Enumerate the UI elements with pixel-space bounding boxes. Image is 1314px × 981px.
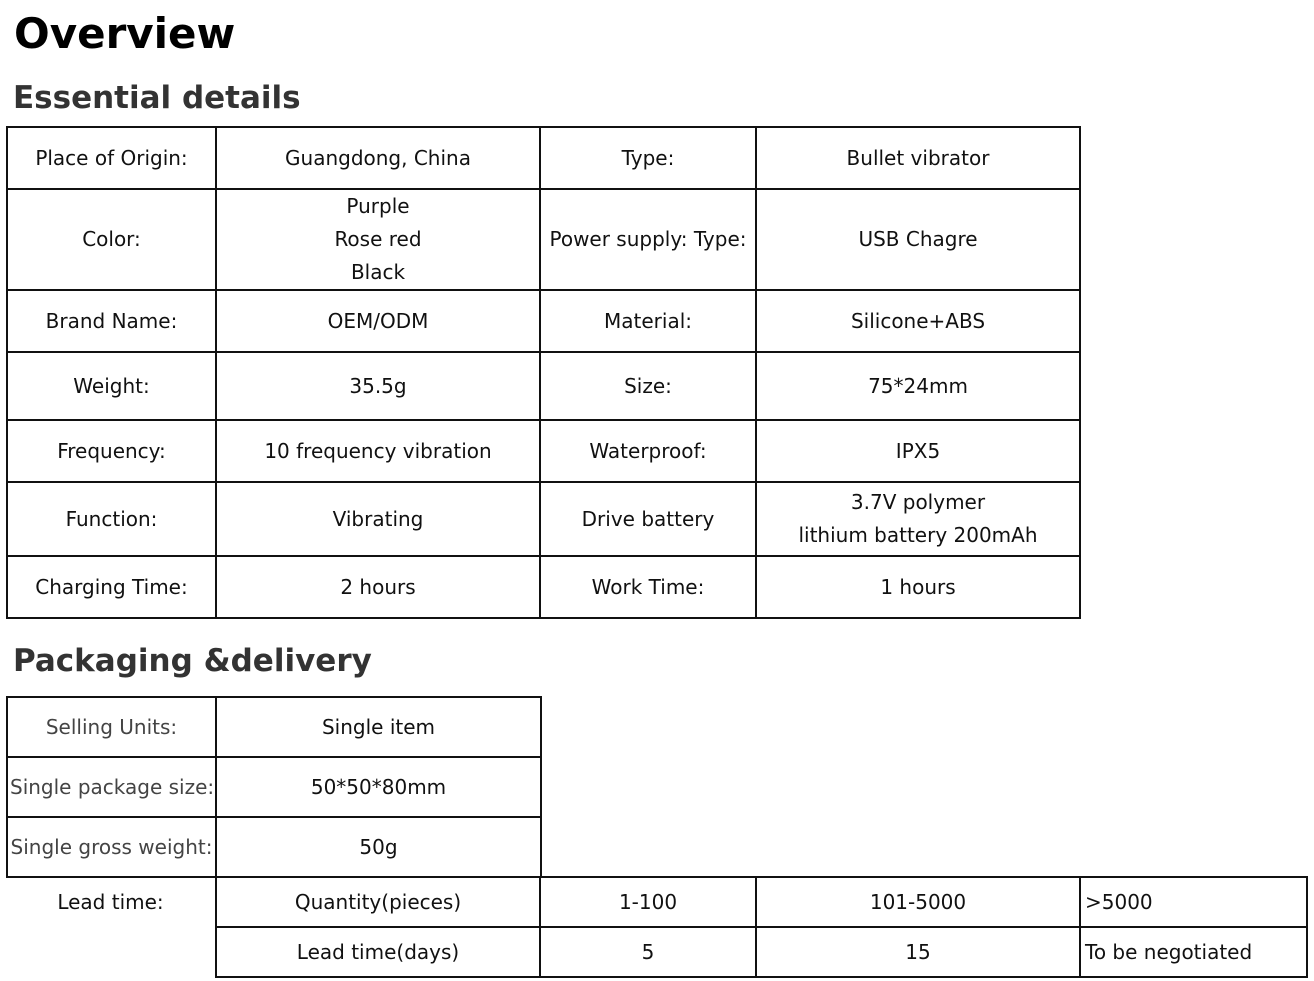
material-label: Material: xyxy=(540,290,756,352)
days-cell: 15 xyxy=(756,927,1080,977)
power-supply-value: USB Chagre xyxy=(756,189,1080,290)
size-label: Size: xyxy=(540,352,756,420)
brand-name-value: OEM/ODM xyxy=(216,290,540,352)
lead-time-table xyxy=(215,876,1308,978)
power-supply-label: Power supply: Type: xyxy=(540,189,756,290)
lead-time-label: Lead time: xyxy=(57,890,164,914)
color-label: Color: xyxy=(7,189,216,290)
table-row xyxy=(7,352,1080,420)
days-cell: To be negotiated xyxy=(1080,927,1307,977)
work-time-label: Work Time: xyxy=(540,556,756,618)
color-option: Purple xyxy=(346,194,410,218)
quantity-cell: 1-100 xyxy=(540,877,756,927)
packaging-delivery-heading: Packaging &delivery xyxy=(13,643,372,679)
battery-line: lithium battery 200mAh xyxy=(798,523,1038,547)
weight-value: 35.5g xyxy=(216,352,540,420)
table-row xyxy=(7,189,1080,290)
table-row xyxy=(7,482,1080,556)
battery-line: 3.7V polymer xyxy=(850,490,986,514)
table-row xyxy=(7,757,541,817)
frequency-value: 10 frequency vibration xyxy=(216,420,540,482)
type-label: Type: xyxy=(540,127,756,189)
table-row xyxy=(7,420,1080,482)
drive-battery-label: Drive battery xyxy=(540,482,756,556)
package-size-value: 50*50*80mm xyxy=(216,757,541,817)
charging-time-label: Charging Time: xyxy=(7,556,216,618)
color-option: Black xyxy=(350,260,406,284)
charging-time-value: 2 hours xyxy=(216,556,540,618)
days-cell: 5 xyxy=(540,927,756,977)
gross-weight-value: 50g xyxy=(216,817,541,877)
quantity-header: Quantity(pieces) xyxy=(216,877,540,927)
table-row xyxy=(216,877,1307,927)
brand-name-label: Brand Name: xyxy=(7,290,216,352)
size-value: 75*24mm xyxy=(756,352,1080,420)
days-header: Lead time(days) xyxy=(216,927,540,977)
quantity-cell: 101-5000 xyxy=(756,877,1080,927)
table-row xyxy=(7,697,541,757)
material-value: Silicone+ABS xyxy=(756,290,1080,352)
selling-units-value: Single item xyxy=(216,697,541,757)
essential-details-table xyxy=(6,126,1081,619)
waterproof-value: IPX5 xyxy=(756,420,1080,482)
gross-weight-label: Single gross weight: xyxy=(7,817,216,877)
work-time-value: 1 hours xyxy=(756,556,1080,618)
color-option: Rose red xyxy=(334,227,422,251)
type-value: Bullet vibrator xyxy=(756,127,1080,189)
color-value xyxy=(216,189,540,290)
table-row xyxy=(7,127,1080,189)
function-label: Function: xyxy=(7,482,216,556)
place-of-origin-value: Guangdong, China xyxy=(216,127,540,189)
weight-label: Weight: xyxy=(7,352,216,420)
packaging-table xyxy=(6,696,542,878)
function-value: Vibrating xyxy=(216,482,540,556)
frequency-label: Frequency: xyxy=(7,420,216,482)
waterproof-label: Waterproof: xyxy=(540,420,756,482)
place-of-origin-label: Place of Origin: xyxy=(7,127,216,189)
table-row xyxy=(7,290,1080,352)
table-row xyxy=(7,817,541,877)
table-row xyxy=(216,927,1307,977)
drive-battery-value xyxy=(756,482,1080,556)
table-row xyxy=(7,556,1080,618)
package-size-label: Single package size: xyxy=(7,757,216,817)
page-title: Overview xyxy=(14,9,236,58)
selling-units-label: Selling Units: xyxy=(7,697,216,757)
essential-details-heading: Essential details xyxy=(13,80,301,116)
quantity-cell: >5000 xyxy=(1080,877,1307,927)
